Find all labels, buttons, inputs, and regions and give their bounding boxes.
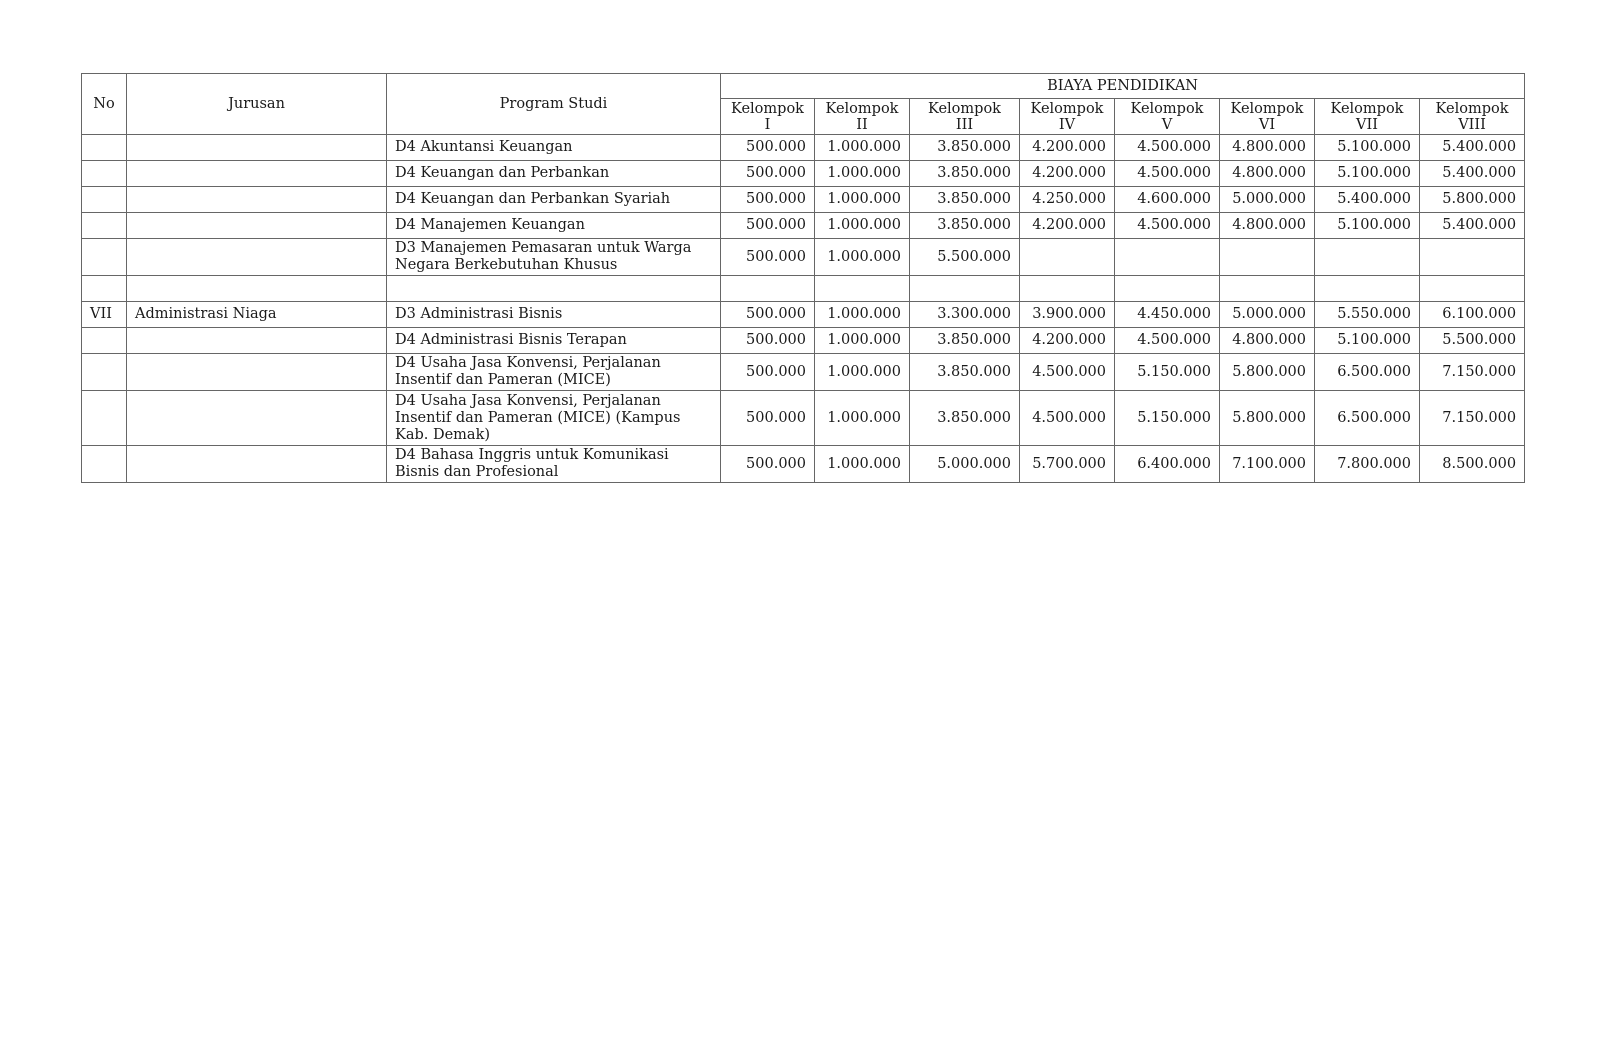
cell-biaya-kelompok: 1.000.000 — [815, 135, 910, 161]
header-kelompok-numeral: VII — [1356, 116, 1378, 133]
header-jurusan: Jurusan — [127, 74, 387, 135]
cell-biaya-kelompok: 3.850.000 — [910, 391, 1020, 446]
cell-biaya-kelompok: 500.000 — [721, 391, 815, 446]
cell-biaya-kelompok: 1.000.000 — [815, 354, 910, 391]
table-row — [82, 354, 1525, 391]
table-header — [82, 74, 1525, 135]
cell-biaya-kelompok: 6.500.000 — [1315, 391, 1420, 446]
cell-biaya-kelompok: 5.000.000 — [910, 446, 1020, 483]
cell-biaya-kelompok: 3.300.000 — [910, 302, 1020, 328]
cell-jurusan — [127, 161, 387, 187]
cell-biaya-kelompok: 4.500.000 — [1020, 391, 1115, 446]
cell-jurusan — [127, 391, 387, 446]
cell-biaya-kelompok: 3.850.000 — [910, 161, 1020, 187]
cell-biaya-kelompok: 4.800.000 — [1220, 135, 1315, 161]
cell-biaya-kelompok: 1.000.000 — [815, 446, 910, 483]
cell-jurusan — [127, 135, 387, 161]
cell-biaya-kelompok: 3.850.000 — [910, 187, 1020, 213]
cell-biaya-kelompok: 4.450.000 — [1115, 302, 1220, 328]
cell-no — [82, 239, 127, 276]
cell-biaya-kelompok: 5.400.000 — [1420, 135, 1525, 161]
table-row — [82, 187, 1525, 213]
cell-biaya-kelompok — [1220, 239, 1315, 276]
cell-biaya-kelompok: 5.550.000 — [1315, 302, 1420, 328]
header-kelompok-label: Kelompok — [1130, 100, 1204, 117]
cell-biaya-kelompok: 5.000.000 — [1220, 302, 1315, 328]
cell-biaya-kelompok: 4.500.000 — [1115, 135, 1220, 161]
header-biaya-pendidikan: BIAYA PENDIDIKAN — [721, 74, 1525, 99]
header-kelompok — [1220, 99, 1315, 135]
header-row-top — [82, 74, 1525, 99]
cell-biaya-kelompok — [1115, 239, 1220, 276]
cell-jurusan — [127, 446, 387, 483]
cell-biaya-kelompok: 4.500.000 — [1115, 328, 1220, 354]
cell-biaya-kelompok: 500.000 — [721, 239, 815, 276]
cell-biaya-kelompok: 500.000 — [721, 302, 815, 328]
table-row — [82, 276, 1525, 302]
table-row — [82, 446, 1525, 483]
table-row — [82, 213, 1525, 239]
table-body — [82, 135, 1525, 483]
cell-program-studi: D4 Administrasi Bisnis Terapan — [387, 328, 721, 354]
table-row — [82, 391, 1525, 446]
cell-biaya-kelompok: 5.500.000 — [1420, 328, 1525, 354]
cell-program-studi: D4 Akuntansi Keuangan — [387, 135, 721, 161]
cell-no — [82, 213, 127, 239]
cell-biaya-kelompok: 3.850.000 — [910, 328, 1020, 354]
cell-biaya-kelompok: 5.400.000 — [1420, 213, 1525, 239]
header-kelompok — [1315, 99, 1420, 135]
cell-program-studi: D4 Usaha Jasa Konvensi, Perjalanan Insentif dan Pameran (MICE) (Kampus Kab. Demak) — [387, 391, 721, 446]
cell-biaya-kelompok: 1.000.000 — [815, 213, 910, 239]
cell-biaya-kelompok: 4.200.000 — [1020, 161, 1115, 187]
header-kelompok-label: Kelompok — [731, 100, 804, 117]
header-kelompok-numeral: IV — [1058, 116, 1076, 133]
cell-no: VII — [82, 302, 127, 328]
cell-biaya-kelompok: 6.500.000 — [1315, 354, 1420, 391]
cell-biaya-kelompok: 5.400.000 — [1315, 187, 1420, 213]
cell-biaya-kelompok: 4.250.000 — [1020, 187, 1115, 213]
cell-program-studi — [387, 276, 721, 302]
cell-jurusan — [127, 328, 387, 354]
cell-biaya-kelompok — [1115, 276, 1220, 302]
cell-biaya-kelompok: 4.200.000 — [1020, 135, 1115, 161]
cell-biaya-kelompok: 5.800.000 — [1220, 354, 1315, 391]
header-kelompok-label: Kelompok — [1330, 100, 1404, 117]
table-row — [82, 161, 1525, 187]
table-row — [82, 239, 1525, 276]
cell-biaya-kelompok: 6.400.000 — [1115, 446, 1220, 483]
cell-biaya-kelompok: 8.500.000 — [1420, 446, 1525, 483]
cell-biaya-kelompok: 3.900.000 — [1020, 302, 1115, 328]
cell-biaya-kelompok: 7.800.000 — [1315, 446, 1420, 483]
cell-no — [82, 276, 127, 302]
cell-biaya-kelompok — [1420, 239, 1525, 276]
cell-biaya-kelompok: 1.000.000 — [815, 391, 910, 446]
cell-biaya-kelompok — [1020, 276, 1115, 302]
cell-biaya-kelompok: 7.150.000 — [1420, 391, 1525, 446]
cell-biaya-kelompok: 4.500.000 — [1115, 161, 1220, 187]
header-kelompok-numeral: III — [955, 116, 974, 133]
cell-biaya-kelompok: 500.000 — [721, 354, 815, 391]
cell-biaya-kelompok: 4.800.000 — [1220, 213, 1315, 239]
cell-no — [82, 354, 127, 391]
cell-biaya-kelompok: 5.500.000 — [910, 239, 1020, 276]
cell-biaya-kelompok: 5.150.000 — [1115, 391, 1220, 446]
cell-biaya-kelompok: 6.100.000 — [1420, 302, 1525, 328]
cell-biaya-kelompok — [815, 276, 910, 302]
cell-biaya-kelompok: 7.150.000 — [1420, 354, 1525, 391]
cell-biaya-kelompok — [1315, 276, 1420, 302]
cell-biaya-kelompok — [1220, 276, 1315, 302]
cell-biaya-kelompok: 4.200.000 — [1020, 328, 1115, 354]
cell-biaya-kelompok: 7.100.000 — [1220, 446, 1315, 483]
cell-biaya-kelompok: 1.000.000 — [815, 187, 910, 213]
header-kelompok — [910, 99, 1020, 135]
cell-biaya-kelompok: 4.500.000 — [1115, 213, 1220, 239]
header-kelompok-numeral: II — [856, 116, 868, 133]
cell-biaya-kelompok: 5.400.000 — [1420, 161, 1525, 187]
cell-biaya-kelompok: 5.000.000 — [1220, 187, 1315, 213]
header-kelompok-numeral: VIII — [1458, 116, 1486, 133]
header-kelompok — [1420, 99, 1525, 135]
cell-biaya-kelompok: 3.850.000 — [910, 135, 1020, 161]
cell-biaya-kelompok: 5.100.000 — [1315, 213, 1420, 239]
cell-biaya-kelompok: 5.100.000 — [1315, 328, 1420, 354]
cell-jurusan: Administrasi Niaga — [127, 302, 387, 328]
cell-biaya-kelompok: 3.850.000 — [910, 354, 1020, 391]
cell-no — [82, 328, 127, 354]
table-row — [82, 302, 1525, 328]
cell-biaya-kelompok: 5.800.000 — [1420, 187, 1525, 213]
cell-no — [82, 161, 127, 187]
header-kelompok-numeral: V — [1161, 116, 1173, 133]
header-kelompok — [1020, 99, 1115, 135]
cell-biaya-kelompok: 500.000 — [721, 213, 815, 239]
cell-biaya-kelompok: 1.000.000 — [815, 239, 910, 276]
cell-biaya-kelompok: 5.700.000 — [1020, 446, 1115, 483]
cell-program-studi: D4 Keuangan dan Perbankan — [387, 161, 721, 187]
cell-biaya-kelompok: 4.600.000 — [1115, 187, 1220, 213]
header-kelompok-label: Kelompok — [1435, 100, 1509, 117]
header-kelompok — [1115, 99, 1220, 135]
cell-biaya-kelompok: 500.000 — [721, 446, 815, 483]
cell-biaya-kelompok — [1020, 239, 1115, 276]
cell-program-studi: D4 Usaha Jasa Konvensi, Perjalanan Insentif dan Pameran (MICE) — [387, 354, 721, 391]
cell-no — [82, 187, 127, 213]
cell-program-studi: D3 Administrasi Bisnis — [387, 302, 721, 328]
cell-jurusan — [127, 187, 387, 213]
cell-program-studi: D3 Manajemen Pemasaran untuk Warga Negara Berkebutuhan Khusus — [387, 239, 721, 276]
cell-biaya-kelompok: 1.000.000 — [815, 328, 910, 354]
table-row — [82, 328, 1525, 354]
cell-biaya-kelompok: 4.800.000 — [1220, 328, 1315, 354]
cell-no — [82, 135, 127, 161]
header-kelompok-label: Kelompok — [928, 100, 1001, 117]
cell-biaya-kelompok: 4.800.000 — [1220, 161, 1315, 187]
cell-biaya-kelompok: 4.200.000 — [1020, 213, 1115, 239]
cell-biaya-kelompok: 5.100.000 — [1315, 161, 1420, 187]
cell-program-studi: D4 Keuangan dan Perbankan Syariah — [387, 187, 721, 213]
table-row — [82, 135, 1525, 161]
cell-jurusan — [127, 276, 387, 302]
header-no: No — [82, 74, 127, 135]
header-kelompok-numeral: VI — [1258, 116, 1276, 133]
cell-no — [82, 391, 127, 446]
cell-program-studi: D4 Bahasa Inggris untuk Komunikasi Bisnis dan Profesional — [387, 446, 721, 483]
header-kelompok-label: Kelompok — [825, 100, 899, 117]
cell-jurusan — [127, 213, 387, 239]
cell-jurusan — [127, 239, 387, 276]
fee-table — [81, 73, 1525, 483]
cell-biaya-kelompok: 1.000.000 — [815, 161, 910, 187]
cell-biaya-kelompok: 500.000 — [721, 328, 815, 354]
cell-no — [82, 446, 127, 483]
cell-biaya-kelompok: 1.000.000 — [815, 302, 910, 328]
cell-biaya-kelompok: 500.000 — [721, 187, 815, 213]
cell-biaya-kelompok: 500.000 — [721, 135, 815, 161]
cell-biaya-kelompok — [721, 276, 815, 302]
cell-biaya-kelompok: 5.800.000 — [1220, 391, 1315, 446]
cell-biaya-kelompok: 4.500.000 — [1020, 354, 1115, 391]
cell-program-studi: D4 Manajemen Keuangan — [387, 213, 721, 239]
header-program-studi: Program Studi — [387, 74, 721, 135]
header-kelompok-label: Kelompok — [1230, 100, 1304, 117]
header-kelompok-numeral: I — [764, 116, 771, 133]
cell-biaya-kelompok: 5.150.000 — [1115, 354, 1220, 391]
header-kelompok — [815, 99, 910, 135]
cell-biaya-kelompok — [910, 276, 1020, 302]
header-kelompok — [721, 99, 815, 135]
cell-biaya-kelompok: 3.850.000 — [910, 213, 1020, 239]
header-kelompok-label: Kelompok — [1030, 100, 1104, 117]
cell-biaya-kelompok — [1315, 239, 1420, 276]
cell-biaya-kelompok: 5.100.000 — [1315, 135, 1420, 161]
cell-biaya-kelompok: 500.000 — [721, 161, 815, 187]
cell-biaya-kelompok — [1420, 276, 1525, 302]
cell-jurusan — [127, 354, 387, 391]
